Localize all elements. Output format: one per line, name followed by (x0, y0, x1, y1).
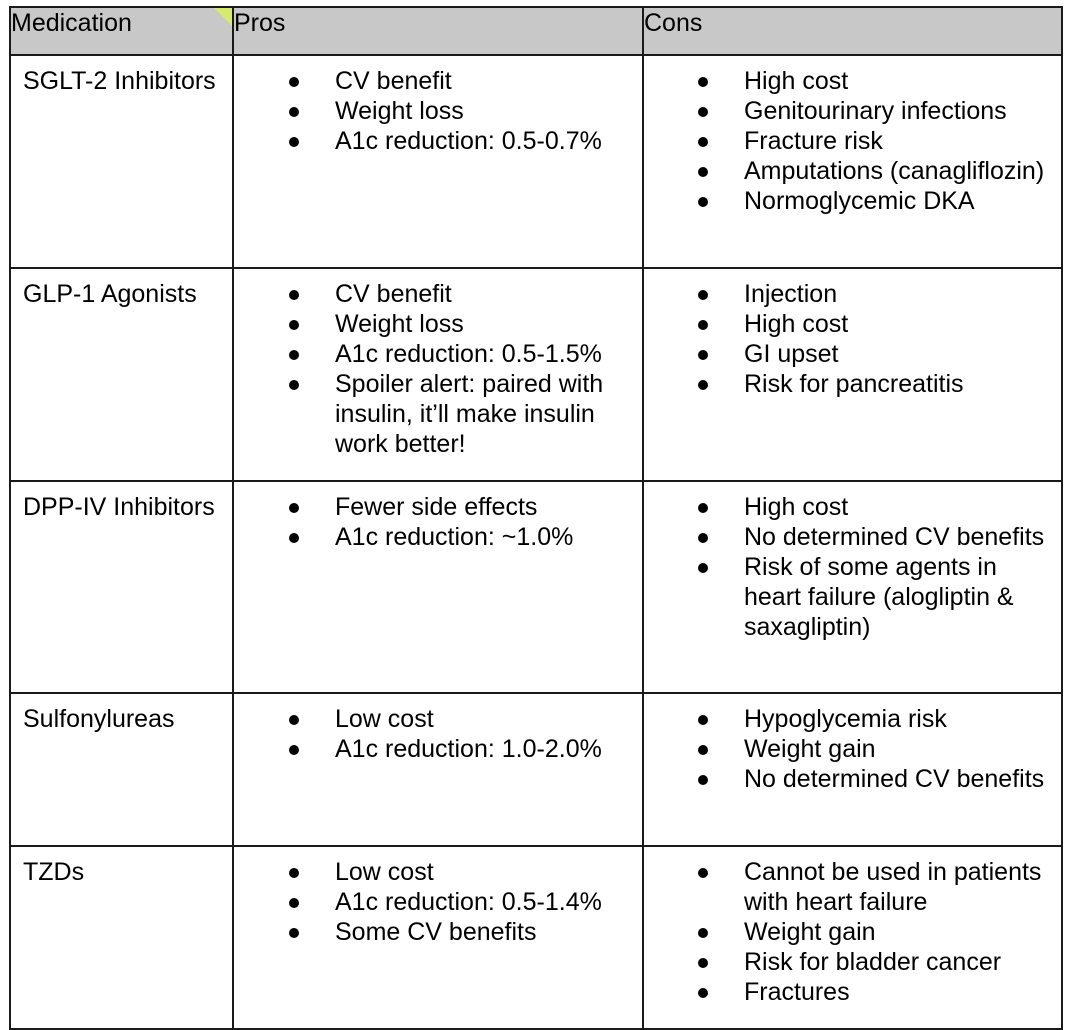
table-row-glp1 (10, 268, 1062, 481)
pros-cell (233, 481, 643, 693)
header-row (10, 7, 1062, 55)
medication-name: Sulfonylureas (10, 693, 233, 846)
list-item: Weight loss (234, 96, 636, 126)
cons-cell (643, 693, 1062, 846)
table-row-dpp4 (10, 481, 1062, 693)
medication-comparison-table (9, 6, 1063, 1030)
list-item: Hypoglycemia risk (644, 704, 1055, 734)
list-item: Fewer side effects (234, 492, 636, 522)
table-row-sulfonylureas (10, 693, 1062, 846)
medication-name: GLP-1 Agonists (10, 268, 233, 481)
list-item: CV benefit (234, 279, 636, 309)
list-item: A1c reduction: ~1.0% (234, 522, 636, 552)
pros-list (234, 694, 642, 764)
list-item: A1c reduction: 1.0-2.0% (234, 734, 636, 764)
list-item: Genitourinary infections (644, 96, 1055, 126)
list-item: Fracture risk (644, 126, 1055, 156)
list-item: Fractures (644, 977, 1055, 1007)
cons-list (644, 847, 1061, 1007)
pros-cell (233, 55, 643, 268)
pros-cell (233, 693, 643, 846)
list-item: Risk for pancreatitis (644, 369, 1055, 399)
list-item: Some CV benefits (234, 917, 636, 947)
cons-list (644, 694, 1061, 794)
list-item: CV benefit (234, 66, 636, 96)
header-medication-label: Medication (11, 9, 132, 37)
cons-cell (643, 846, 1062, 1029)
list-item: No determined CV benefits (644, 522, 1055, 552)
pros-cell (233, 846, 643, 1029)
list-item: Normoglycemic DKA (644, 186, 1055, 216)
list-item: Amputations (canagliflozin) (644, 156, 1055, 186)
pros-list (234, 269, 642, 459)
list-item: Weight loss (234, 309, 636, 339)
pros-cell (233, 268, 643, 481)
list-item: GI upset (644, 339, 1055, 369)
list-item: Risk of some agents in heart failure (alogliptin & saxagliptin) (644, 552, 1055, 642)
list-item: A1c reduction: 0.5-0.7% (234, 126, 636, 156)
list-item: Cannot be used in patients with heart failure (644, 857, 1055, 917)
list-item: Injection (644, 279, 1055, 309)
list-item: Low cost (234, 704, 636, 734)
list-item: Weight gain (644, 734, 1055, 764)
cons-list (644, 482, 1061, 642)
list-item: Weight gain (644, 917, 1055, 947)
list-item: No determined CV benefits (644, 764, 1055, 794)
pros-list (234, 482, 642, 552)
table-row-sglt2 (10, 55, 1062, 268)
header-pros: Pros (233, 7, 643, 55)
list-item: Risk for bladder cancer (644, 947, 1055, 977)
table-row-tzds (10, 846, 1062, 1029)
header-medication (10, 7, 233, 55)
cons-cell (643, 55, 1062, 268)
list-item: A1c reduction: 0.5-1.4% (234, 887, 636, 917)
cons-list (644, 269, 1061, 399)
medication-name: DPP-IV Inhibitors (10, 481, 233, 693)
list-item: Low cost (234, 857, 636, 887)
pros-list (234, 56, 642, 156)
cons-list (644, 56, 1061, 216)
list-item: High cost (644, 309, 1055, 339)
pros-list (234, 847, 642, 947)
list-item: High cost (644, 66, 1055, 96)
header-cons: Cons (643, 7, 1062, 55)
cons-cell (643, 481, 1062, 693)
cons-cell (643, 268, 1062, 481)
comment-corner-marker (214, 8, 232, 26)
list-item: Spoiler alert: paired with insulin, it’ll make insulin work better! (234, 369, 636, 459)
medication-name: SGLT-2 Inhibitors (10, 55, 233, 268)
list-item: High cost (644, 492, 1055, 522)
medication-name: TZDs (10, 846, 233, 1029)
list-item: A1c reduction: 0.5-1.5% (234, 339, 636, 369)
